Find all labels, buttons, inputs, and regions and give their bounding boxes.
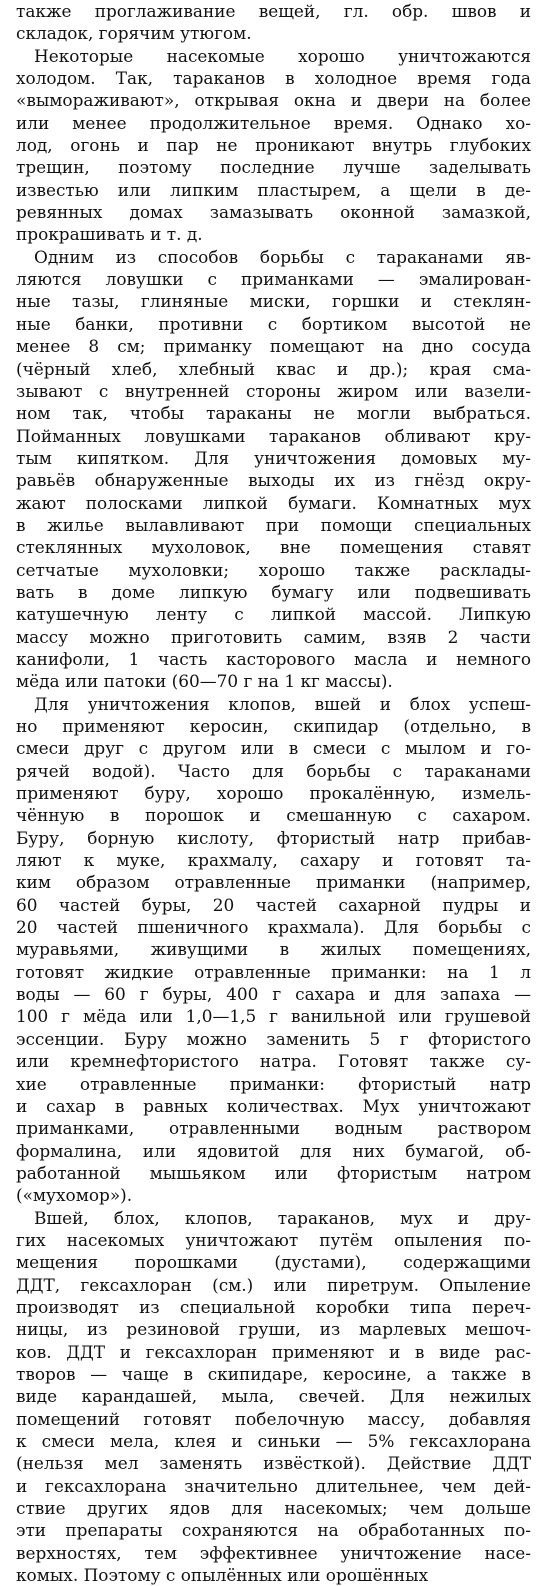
text-line: производят из специальной коробки типа переч-	[16, 1296, 531, 1317]
text-line: воды — 60 г буры, 400 г сахара и для запаха —	[16, 984, 531, 1005]
text-line: лод, огонь и пар не проникают внутрь глубоких	[16, 135, 531, 156]
paragraph	[16, 1207, 531, 1586]
text-line: Пойманных ловушками тараканов обливают кру-	[16, 425, 531, 446]
text-line: и гексахлорана значительно длительнее, чем дей-	[16, 1475, 531, 1496]
text-line: ном так, чтобы тараканы не могли выбраться.	[16, 403, 531, 424]
text-line: массу можно приготовить самим, взяв 2 части	[16, 626, 531, 647]
text-line: работанной мышьяком или фтористым натром	[16, 1162, 531, 1183]
text-line: Вшей, блох, клопов, тараканов, мух и дру-	[34, 1207, 531, 1228]
text-line: виде карандашей, мыла, свечей. Для нежилых	[16, 1386, 531, 1407]
text-line: применяют буру, хорошо прокалённую, измель-	[16, 783, 531, 804]
text-line: зывают с внутренней стороны жиром или вазели-	[16, 380, 531, 401]
text-line: складок, горячим утюгом.	[16, 23, 252, 44]
text-line: комых. Поэтому с опылённых или орошённых	[16, 1565, 429, 1586]
text-line: к смеси мела, клея и синьки — 5% гексахлорана	[16, 1431, 531, 1451]
text-line: Одним из способов борьбы с тараканами яв-	[34, 246, 531, 267]
text-line: катушечную ленту с липкой массой. Липкую	[16, 604, 531, 625]
text-line: рячей водой). Часто для борьбы с тараканами	[16, 760, 531, 781]
paragraph	[16, 246, 531, 693]
text-line: ные банки, противни с бортиком высотой не	[16, 313, 531, 334]
text-line: холодом. Так, тараканов в холодное время года	[16, 68, 531, 89]
text-line: в жилье вылавливают при помощи специальных	[16, 514, 531, 535]
document-page	[16, 0, 531, 1586]
text-line: «вымораживают», открывая окна и двери на более	[16, 90, 531, 111]
text-line: 60 частей буры, 20 частей сахарной пудры и	[16, 894, 531, 915]
paragraph	[16, 693, 531, 1207]
text-line: мещения порошками (дустами), содержащими	[16, 1252, 531, 1273]
text-line: хие отравленные приманки: фтористый натр	[16, 1073, 531, 1094]
paragraph	[16, 0, 531, 45]
text-line: канифоли, 1 часть касторового масла и немного	[16, 648, 531, 669]
text-line: Буру, борную кислоту, фтористый натр прибав-	[16, 827, 531, 848]
text-line: ков. ДДТ и гексахлоран применяют и в виде рас-	[16, 1341, 531, 1362]
text-line: 100 г мёда или 1,0—1,5 г ванильной или грушевой	[16, 1006, 531, 1027]
text-line: ляются ловушки с приманками — эмалирован-	[16, 269, 531, 290]
paragraph	[16, 45, 531, 246]
text-line: но применяют керосин, скипидар (отдельно, в	[16, 716, 531, 736]
text-line: Для уничтожения клопов, вшей и блох успеш-	[34, 693, 531, 714]
text-line: приманками, отравленными водным раствором	[16, 1118, 531, 1139]
text-column	[16, 0, 531, 1586]
text-line: 20 частей пшеничного крахмала). Для борьбы с	[16, 917, 531, 938]
text-line: эссенции. Буру можно заменить 5 г фтористого	[16, 1028, 531, 1049]
text-line: ницы, из резиновой груши, из марлевых мешоч-	[16, 1319, 531, 1340]
text-line: ляют к муке, крахмалу, сахару и готовят та-	[16, 850, 531, 871]
text-line: помещений готовят побелочную массу, добавляя	[16, 1408, 531, 1429]
text-line: известью или липким пластырем, а щели в де-	[16, 179, 531, 200]
text-line: сетчатые мухоловки; хорошо также расклады-	[16, 559, 531, 580]
text-line: ревянных домах замазывать оконной замазкой,	[16, 202, 531, 223]
text-line: трещин, поэтому последние лучше заделывать	[16, 157, 531, 178]
text-line: стеклянных мухоловок, вне помещения ставят	[16, 537, 531, 558]
text-line: или кремнефтористого натра. Готовят также су-	[16, 1051, 531, 1072]
text-line: муравьями, живущими в жилых помещениях,	[16, 939, 531, 960]
text-line: творов — чаще в скипидаре, керосине, а также в	[16, 1363, 531, 1384]
text-line: ДДТ, гексахлоран (см.) или пиретрум. Опыление	[16, 1274, 531, 1295]
text-line: равьёв обнаруженные выходы их из гнёзд окру-	[16, 470, 531, 491]
text-line: жают полосками липкой бумаги. Комнатных мух	[16, 492, 531, 513]
text-line: чённую в порошок и смешанную с сахаром.	[16, 805, 531, 826]
text-line: и сахар в равных количествах. Мух уничтожают	[16, 1095, 531, 1116]
text-line: смеси друг с другом или в смеси с мылом и го-	[16, 738, 531, 759]
text-line: («мухомор»).	[16, 1185, 133, 1206]
text-line: мёда или патоки (60—70 г на 1 кг массы).	[16, 671, 393, 692]
text-line: верхностях, тем эффективнее уничтожение насе-	[16, 1542, 531, 1563]
text-line: эти препараты сохраняются на обработанных по-	[16, 1520, 531, 1541]
text-line: тым кипятком. Для уничтожения домовых му-	[16, 447, 531, 468]
text-line: ствие других ядов для насекомых; чем дольше	[16, 1498, 531, 1519]
text-line: ким образом отравленные приманки (например,	[16, 872, 531, 893]
text-line: вать в доме липкую бумагу или подвешивать	[16, 581, 531, 602]
text-line: также проглаживание вещей, гл. обр. швов и	[16, 1, 531, 21]
text-line: менее 8 см; приманку помещают на дно сосуда	[16, 336, 531, 357]
text-line: формалина, или ядовитой для них бумагой, об-	[16, 1140, 531, 1161]
text-line: (чёрный хлеб, хлебный квас и др.); края сма-	[16, 358, 531, 379]
text-line: Некоторые насекомые хорошо уничтожаются	[34, 45, 531, 66]
text-line: гих насекомых уничтожают путём опыления по-	[16, 1229, 531, 1250]
text-line: (нельзя мел заменять извёсткой). Действие ДДТ	[16, 1453, 531, 1474]
text-line: или менее продолжительное время. Однако хо-	[16, 112, 531, 133]
text-line: прокрашивать и т. д.	[16, 224, 203, 245]
text-line: ные тазы, глиняные миски, горшки и стеклян-	[16, 291, 531, 312]
text-line: готовят жидкие отравленные приманки: на 1 л	[16, 961, 531, 982]
